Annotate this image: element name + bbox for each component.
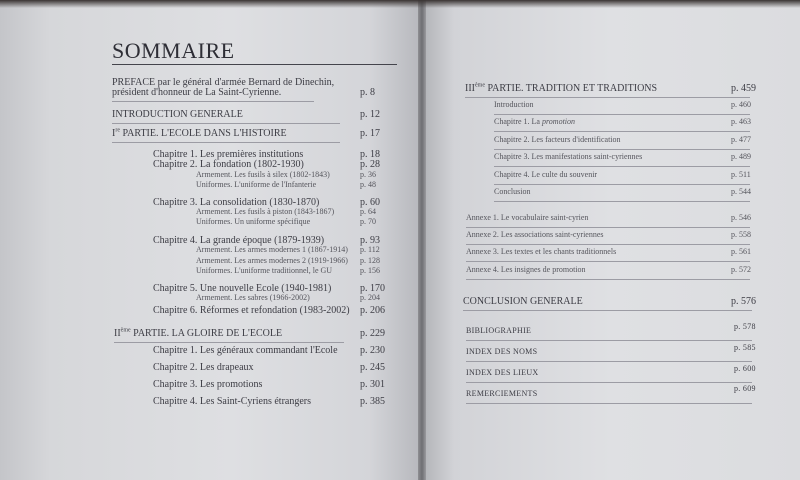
page-number: p. 93: [360, 235, 380, 246]
page-number: p. 245: [360, 362, 385, 373]
toc-entry-title: [494, 171, 597, 179]
toc-entry-title: [494, 188, 530, 196]
part-ordinal-suffix: ème: [475, 82, 485, 89]
page-number: p. 206: [360, 305, 385, 316]
entry-text: Uniformes. L'uniforme de l'Infanterie: [196, 180, 317, 189]
entry-text: Armement. Les fusils à silex (1802-1843): [196, 170, 330, 179]
part-title-text: PARTIE. TRADITION ET TRADITIONS: [485, 83, 658, 94]
entry-text: Annexe 4. Les insignes de promotion: [466, 265, 586, 274]
part-ordinal-suffix: re: [115, 127, 121, 134]
entry-text: INDEX DES NOMS: [466, 347, 538, 356]
toc-entry-title: [466, 390, 537, 398]
entry-text: Chapitre 4. Le culte du souvenir: [494, 170, 598, 179]
page-number: p. 477: [731, 135, 751, 144]
toc-entry-title: [494, 118, 575, 126]
toc-entry-title: [196, 218, 310, 226]
toc-entry-title: [112, 110, 243, 120]
page-number: p. 70: [360, 217, 376, 226]
toc-entry-title: [466, 214, 588, 222]
page-number: p. 204: [360, 293, 380, 302]
entry-text: Chapitre 5. Une nouvelle Ecole (1940-1981): [153, 283, 332, 294]
page-number: p. 609: [734, 384, 756, 393]
entry-divider: [463, 310, 752, 311]
entry-text: Chapitre 1. La: [494, 117, 542, 126]
entry-divider: [466, 279, 750, 280]
toc-entry-title: [196, 208, 334, 216]
entry-divider: [494, 114, 750, 115]
page-number: p. 546: [731, 213, 751, 222]
entry-divider: [466, 382, 752, 383]
page-number: p. 18: [360, 149, 380, 160]
entry-divider: [112, 123, 340, 124]
page-number: p. 463: [731, 117, 751, 126]
entry-divider: [494, 201, 750, 202]
toc-entry-title: [465, 84, 657, 94]
toc-entry-title: [196, 171, 330, 179]
entry-divider: [466, 340, 752, 341]
toc-entry-title: [153, 346, 338, 356]
entry-emphasis: promotion: [541, 117, 576, 126]
entry-divider: [466, 227, 750, 228]
toc-entry-title: [466, 248, 616, 256]
toc-entry-title: [466, 231, 604, 239]
page-number: p. 28: [360, 159, 380, 170]
entry-divider: [465, 97, 750, 98]
page-number: p. 112: [360, 245, 380, 254]
toc-entry-title: [196, 257, 348, 265]
entry-text: BIBLIOGRAPHIE: [466, 326, 532, 335]
toc-entry-title: [112, 129, 287, 139]
page-number: p. 385: [360, 396, 385, 407]
page-number: p. 600: [734, 364, 756, 373]
entry-text: CONCLUSION GENERALE: [463, 296, 583, 307]
entry-divider: [494, 166, 750, 167]
toc-entry-title: [196, 246, 348, 254]
toc-entry-title: [153, 160, 304, 170]
page-number: p. 558: [731, 230, 751, 239]
toc-entry-title: [466, 266, 586, 274]
right-page: [424, 0, 800, 480]
entry-divider: [466, 403, 752, 404]
entry-text: Annexe 1. Le vocabulaire saint-cyrien: [466, 213, 589, 222]
toc-entry-title: [153, 380, 262, 390]
page-number: p. 36: [360, 170, 376, 179]
page-number: p. 585: [734, 343, 756, 352]
page-number: p. 170: [360, 283, 385, 294]
entry-divider: [494, 131, 750, 132]
part-numeral: II: [114, 328, 121, 339]
toc-entry-title: [196, 181, 316, 189]
entry-divider: [112, 101, 314, 102]
page-number: p. 576: [731, 296, 756, 307]
toc-entry-title: [494, 101, 534, 109]
entry-text: Armement. Les armes modernes 1 (1867-1914): [196, 245, 348, 254]
entry-text: Conclusion: [494, 187, 531, 196]
entry-text: Chapitre 1. Les généraux commandant l'Ecole: [153, 345, 338, 356]
page-number: p. 572: [731, 265, 751, 274]
entry-text: Chapitre 4. Les Saint-Cyriens étrangers: [153, 396, 312, 407]
entry-text: Armement. Les sabres (1966-2002): [196, 293, 310, 302]
page-number: p. 48: [360, 180, 376, 189]
page-number: p. 544: [731, 187, 751, 196]
page-number: p. 229: [360, 328, 385, 339]
entry-text: Uniformes. L'uniforme traditionnel, le GU: [196, 266, 333, 275]
entry-text: Annexe 2. Les associations saint-cyriennes: [466, 230, 604, 239]
toc-entry-title: [196, 267, 332, 275]
toc-entry-title: [466, 327, 531, 335]
entry-text: REMERCIEMENTS: [466, 389, 538, 398]
page-number: p. 128: [360, 256, 380, 265]
book-gutter: [418, 0, 426, 480]
page-number: p. 460: [731, 100, 751, 109]
toc-entry-title: [196, 294, 310, 302]
toc-entry-title: [153, 306, 350, 316]
page-number: p. 561: [731, 247, 751, 256]
entry-text: PREFACE par le général d'armée Bernard de Dinechin,: [112, 77, 335, 88]
entry-text: Chapitre 2. Les drapeaux: [153, 362, 254, 373]
toc-entry-title: [494, 136, 621, 144]
page-number: p. 489: [731, 152, 751, 161]
toc-entry-title: [466, 369, 539, 377]
entry-text: INTRODUCTION GENERALE: [112, 109, 243, 120]
entry-text: Armement. Les fusils à piston (1843-1867): [196, 207, 335, 216]
toc-entry-title: [494, 153, 642, 161]
page-number: p. 459: [731, 83, 756, 94]
entry-text: Chapitre 2. Les facteurs d'identification: [494, 135, 621, 144]
entry-text: Chapitre 4. La grande époque (1879-1939): [153, 235, 325, 246]
entry-text: Chapitre 6. Réformes et refondation (1983-2002): [153, 305, 350, 316]
toc-entry-title: [153, 363, 254, 373]
entry-divider: [494, 149, 750, 150]
toc-entry-title: [463, 297, 583, 307]
page-number: p. 156: [360, 266, 380, 275]
page-title: SOMMAIRE: [112, 38, 235, 63]
entry-divider: [466, 244, 750, 245]
toc-entry-title: [114, 329, 282, 339]
page-number: p. 12: [360, 109, 380, 120]
entry-text: INDEX DES LIEUX: [466, 368, 539, 377]
page-number: p. 230: [360, 345, 385, 356]
entry-text: président d'honneur de La Saint-Cyrienne.: [112, 87, 282, 98]
page-number: p. 8: [360, 87, 375, 98]
toc-entry-title: [112, 88, 281, 98]
entry-text: Armement. Les armes modernes 2 (1919-1966): [196, 256, 348, 265]
entry-text: Uniformes. Un uniforme spécifique: [196, 217, 311, 226]
entry-text: Chapitre 3. Les manifestations saint-cyriennes: [494, 152, 643, 161]
part-title-text: PARTIE. L'ECOLE DANS L'HISTOIRE: [120, 128, 287, 139]
toc-entry-title: [466, 348, 537, 356]
entry-text: Chapitre 2. La fondation (1802-1930): [153, 159, 304, 170]
part-ordinal-suffix: ème: [120, 327, 131, 334]
entry-text: Chapitre 3. La consolidation (1830-1870): [153, 197, 320, 208]
entry-text: Introduction: [494, 100, 534, 109]
book-top-edge: [0, 0, 800, 8]
toc-entry-title: [153, 397, 311, 407]
page-number: p. 64: [360, 207, 376, 216]
entry-text: Chapitre 3. Les promotions: [153, 379, 263, 390]
page-number: p. 60: [360, 197, 380, 208]
page-number: p. 301: [360, 379, 385, 390]
page-number: p. 17: [360, 128, 380, 139]
entry-divider: [114, 342, 344, 343]
entry-divider: [494, 184, 750, 185]
title-rule: [112, 64, 397, 65]
part-title-text: PARTIE. LA GLOIRE DE L'ECOLE: [130, 328, 283, 339]
page-number: p. 511: [731, 170, 751, 179]
part-numeral: I: [112, 128, 116, 139]
page-number: p. 578: [734, 322, 756, 331]
entry-text: Chapitre 1. Les premières institutions: [153, 149, 304, 160]
entry-divider: [466, 261, 750, 262]
part-numeral: III: [465, 83, 475, 94]
entry-text: Annexe 3. Les textes et les chants traditionnels: [466, 247, 617, 256]
entry-divider: [466, 361, 752, 362]
entry-divider: [112, 142, 340, 143]
